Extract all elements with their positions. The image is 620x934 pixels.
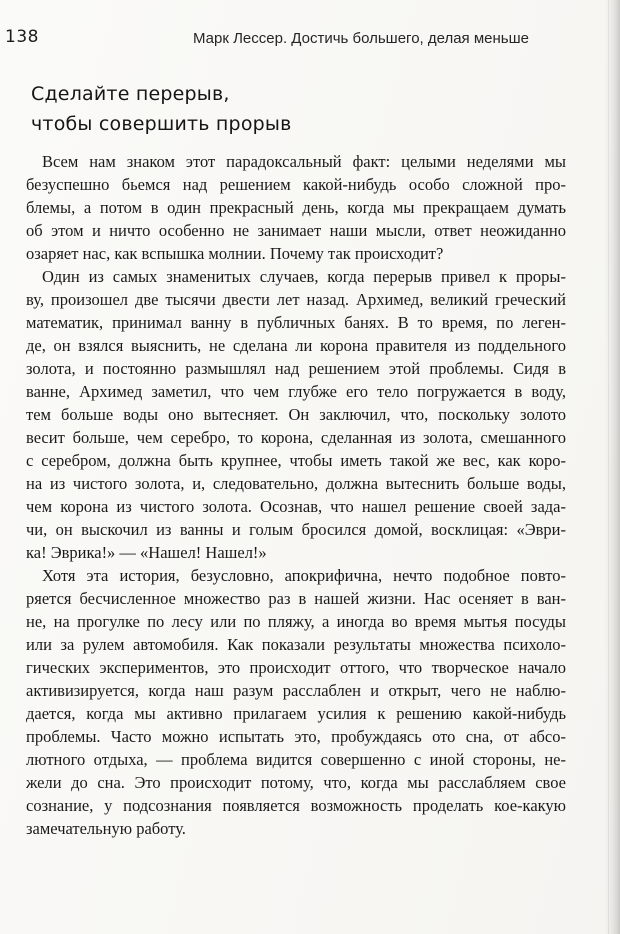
- text-line: де, он взялся выяснить, не сделана ли корона правителя из поддельного: [26, 336, 566, 355]
- page-edge-shadow: [604, 0, 620, 934]
- text-line: ка! Эврика!» — «Нашел! Нашел!»: [26, 543, 267, 562]
- text-line: на из чистого золота, и, следовательно, должна вытеснить больше воды,: [26, 474, 566, 493]
- paragraph: [26, 564, 566, 840]
- running-title: Марк Лессер. Достичь большего, делая меньше: [193, 30, 529, 47]
- text-line: проблемы. Часто можно испытать это, пробуждаясь ото сна, от абсо-: [26, 727, 566, 746]
- text-line: об этом и ничто особенно не занимает наши мысли, ответ неожиданно: [26, 221, 566, 240]
- text-line: активизируется, когда наш разум расслаблен и открыт, чего не наблю-: [26, 681, 566, 700]
- chapter-heading: [31, 79, 292, 139]
- paragraph: [26, 265, 566, 564]
- text-line: дается, когда мы активно прилагаем усилия к решению какой-нибудь: [26, 704, 566, 723]
- page-edge-line: [608, 0, 609, 934]
- text-line: золота, и постоянно размышлял над решением этой проблемы. Сидя в: [26, 359, 566, 378]
- page-number: 138: [5, 27, 39, 47]
- text-block: [26, 150, 566, 840]
- text-line: тем больше воды оно вытесняет. Он заключил, что, поскольку золото: [26, 405, 566, 424]
- text-line: гических экспериментов, это происходит оттого, что творческое начало: [26, 658, 566, 677]
- text-line: математик, принимал ванну в публичных банях. В то время, по леген-: [26, 313, 566, 332]
- paragraph: [26, 150, 566, 265]
- text-line: лютного отдыха, — проблема видится совершенно с иной стороны, не-: [26, 750, 566, 769]
- text-line: или за рулем автомобиля. Как показали результаты множества психоло-: [26, 635, 566, 654]
- text-line: чем корона из чистого золота. Осознав, что нашел решение своей зада-: [26, 497, 566, 516]
- text-line: весит больше, чем серебро, то корона, сделанная из золота, смешанного: [26, 428, 566, 447]
- text-line: замечательную работу.: [26, 819, 186, 838]
- text-line: безуспешно бьемся над решением какой-нибудь особо сложной про-: [26, 175, 566, 194]
- text-line: ванне, Архимед заметил, что чем глубже его тело погружается в воду,: [26, 382, 566, 401]
- text-line: Всем нам знаком этот парадоксальный факт: целыми неделями мы: [42, 152, 566, 171]
- chapter-heading-line-1: Сделайте перерыв,: [31, 83, 230, 105]
- text-line: чи, он выскочил из ванны и голым бросился домой, восклицая: «Эври-: [26, 520, 566, 539]
- text-line: ряется бесчисленное множество раз в нашей жизни. Нас осеняет в ван-: [26, 589, 566, 608]
- text-line: озаряет нас, как вспышка молнии. Почему так происходит?: [26, 244, 444, 263]
- text-line: не, на прогулке по лесу или по пляжу, а иногда во время мытья посуды: [26, 612, 566, 631]
- chapter-heading-line-2: чтобы совершить прорыв: [31, 113, 292, 135]
- text-line: жели до сна. Это происходит потому, что, когда мы расслабляем свое: [26, 773, 566, 792]
- text-line: сознание, у подсознания появляется возможность проделать кое-какую: [26, 796, 566, 815]
- text-line: Хотя эта история, безусловно, апокрифична, нечто подобное повто-: [42, 566, 566, 585]
- text-line: Один из самых знаменитых случаев, когда перерыв привел к проры-: [42, 267, 566, 286]
- text-line: ву, произошел две тысячи двести лет назад. Архимед, великий греческий: [26, 290, 566, 309]
- text-line: блемы, а потом в один прекрасный день, когда мы прекращаем думать: [26, 198, 566, 217]
- text-line: с серебром, должна быть крупнее, чтобы иметь такой же вес, как коро-: [26, 451, 566, 470]
